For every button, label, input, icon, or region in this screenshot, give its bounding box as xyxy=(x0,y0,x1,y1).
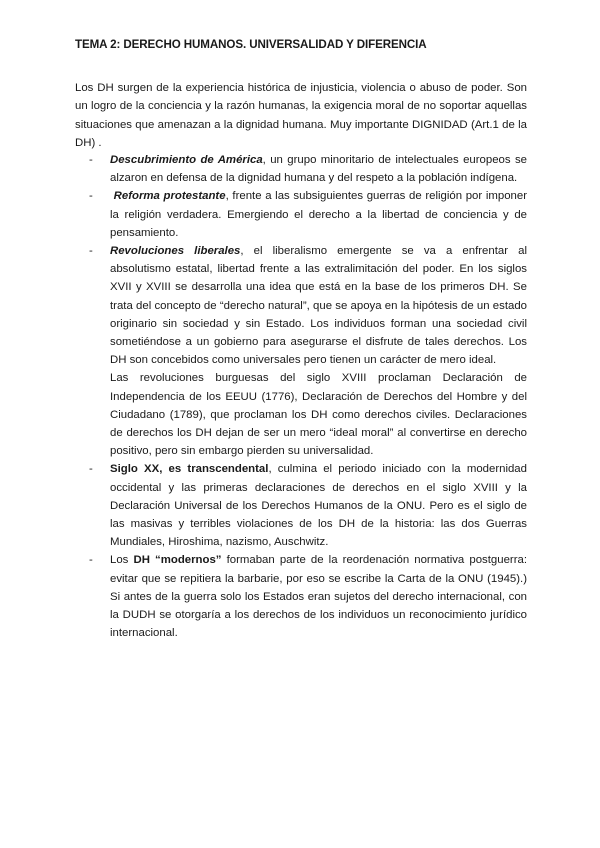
bullet-list xyxy=(75,151,527,642)
bullet-dash: - xyxy=(89,154,93,166)
list-item-lead: Siglo XX, es transcendental xyxy=(110,463,269,476)
list-item-body: , culmina el periodo iniciado con la modernidad occidental y las primeras declaraciones de derechos en el siglo XVIII y la Declaración Universal de los Derechos Humanos de la ONU. Pero es el siglo de las masivas y terribles violaciones de los DH de la historia: las dos Guerras Mundiales, Hiroshima, nazismo, Auschwitz. xyxy=(110,463,527,549)
bullet-dash: - xyxy=(89,463,93,476)
intro-paragraph: Los DH surgen de la experiencia histórica de injusticia, violencia o abuso de poder. Son un logro de la conciencia y la razón humanas, la exigencia moral de no soportar aquellas situaciones que amenazan a la dignidad humana. Muy importante DIGNIDAD (Art.1 de la DH) . xyxy=(75,82,527,149)
list-item xyxy=(75,551,527,642)
list-item-body: formaban parte de la reordenación normativa postguerra: evitar que se repitiera la barbarie, por eso se escribe la Carta de la ONU (1945).) Si antes de la guerra solo los Estados eran sujetos del derecho internacional, con la DUDH se otorgaría a los derechos de los individuos un reconocimiento jurídico internacional. xyxy=(110,554,527,640)
bullet-dash: - xyxy=(89,190,93,203)
bullet-dash: - xyxy=(89,554,93,567)
list-item xyxy=(75,460,527,551)
list-item-text xyxy=(110,551,527,642)
list-item-text xyxy=(110,242,527,369)
list-item-body: , frente a las subsiguientes guerras de religión por imponer la religión verdadera. Emergiendo el derecho a la libertad de conciencia y de pensamiento. xyxy=(110,190,527,239)
list-item-text xyxy=(110,460,527,551)
list-item-lead: Revoluciones liberales xyxy=(110,245,241,258)
list-item-body: , un grupo minoritario de intelectuales europeos se alzaron en defensa de la dignidad humana y del respeto a la población indígena. xyxy=(110,154,527,185)
list-item-lead: Reforma protestante xyxy=(113,190,226,203)
bullet-dash: - xyxy=(89,245,93,258)
list-item xyxy=(75,187,527,242)
list-item xyxy=(75,151,527,187)
list-item-text xyxy=(110,187,527,242)
list-item-lead: DH “modernos” xyxy=(133,554,222,567)
list-item-text xyxy=(110,151,527,187)
list-item-continuation: Las revoluciones burguesas del siglo XVIII proclaman Declaración de Independencia de los EEUU (1776), Declaración de Derechos del Hombre y del Ciudadano (1789), que proclaman los DH como derechos civiles. Declaraciones de derechos los DH dejan de ser un mero “ideal moral” al convertirse en derecho positivo, pero sin embargo pierden su universalidad. xyxy=(110,372,527,458)
list-item-lead: Descubrimiento de América xyxy=(110,154,263,166)
page-title: TEMA 2: DERECHO HUMANOS. UNIVERSALIDAD Y DIFERENCIA xyxy=(75,38,427,51)
list-item-body: , el liberalismo emergente se va a enfrentar al absolutismo estatal, libertad frente a las extralimitación del poder. En los siglos XVII y XVIII se desarrolla una idea que está en la base de los primeros DH. Se trata del concepto de “derecho natural”, que se apoya en la hipótesis de un estado originario sin sociedad y sin Estado. Los individuos forman una sociedad civil sometiéndose a un gobierno para asegurarse el disfrute de tales derechos. Los DH son concebidos como universales pero tienen un carácter de mero ideal. xyxy=(110,245,527,367)
list-item-prefix: Los xyxy=(110,554,134,567)
list-item xyxy=(75,242,527,460)
